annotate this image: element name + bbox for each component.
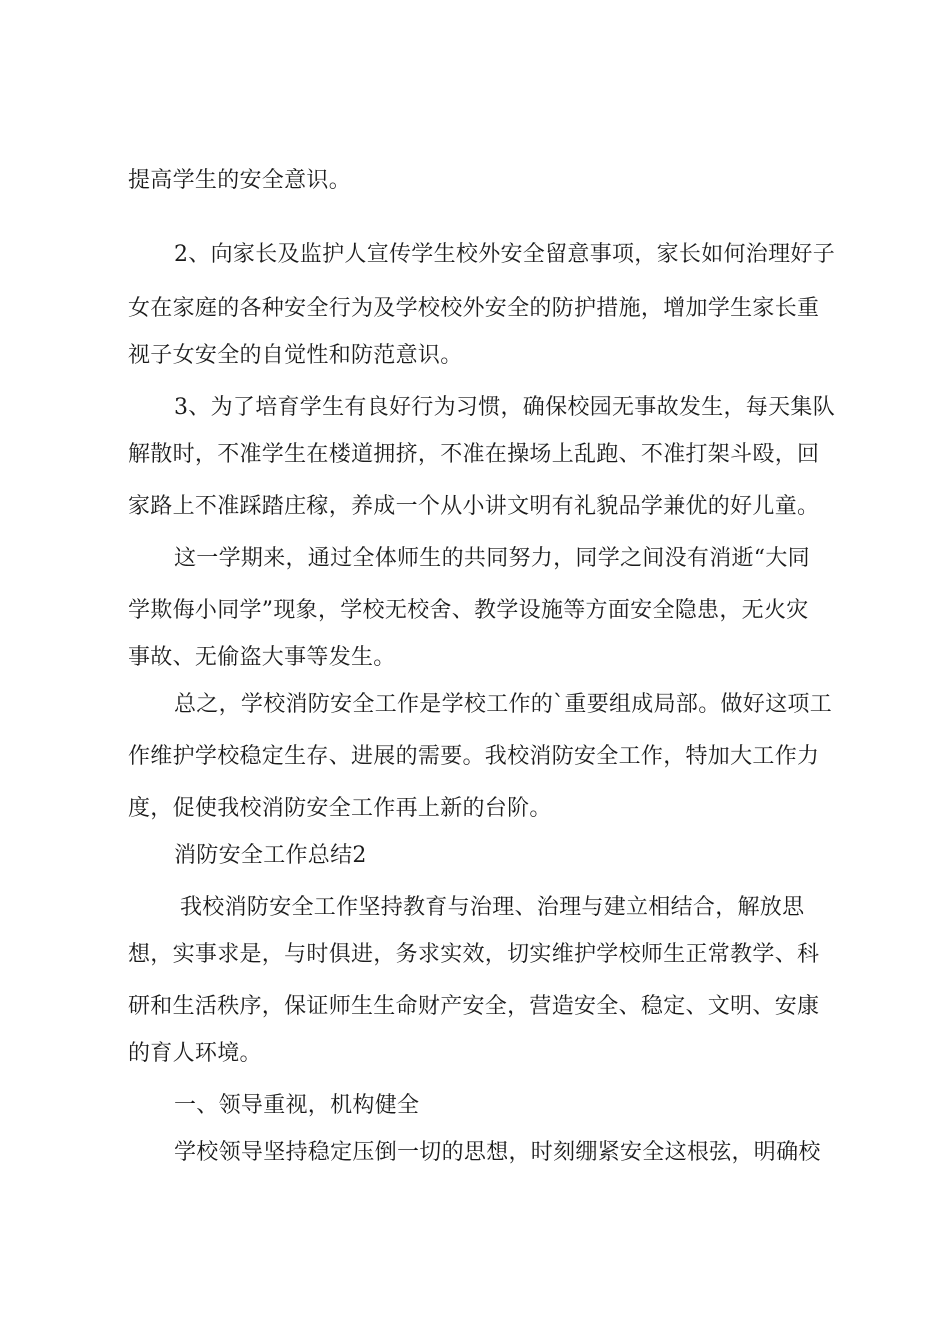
text-line: 提高学生的安全意识。 [128,168,352,193]
text-line: 的育人环境。 [128,1041,262,1066]
text-line: 事故、无偷盗大事等发生。 [128,645,396,670]
text-line: 度，促使我校消防安全工作再上新的台阶。 [128,796,552,821]
text-line: 学欺侮小同学”现象，学校无校舍、教学设施等方面安全隐患，无火灾 [128,598,809,623]
text-line: 女在家庭的各种安全行为及学校校外安全的防护措施，增加学生家长重 [128,296,820,321]
text-line: 这一学期来，通过全体师生的共同努力，同学之间没有消逝“大同 [174,546,810,571]
text-line: 解散时，不准学生在楼道拥挤，不准在操场上乱跑、不准打架斗殴，回 [128,442,820,467]
text-line: 想，实事求是，与时俱进，务求实效，切实维护学校师生正常教学、科 [128,942,820,967]
text-line: 作维护学校稳定生存、进展的需要。我校消防安全工作，特加大工作力 [128,744,820,769]
text-line: 3、为了培育学生有良好行为习惯，确保校园无事故发生，每天集队 [174,395,835,420]
section-heading: 一、领导重视，机构健全 [174,1093,420,1118]
text-line: 总之，学校消防安全工作是学校工作的`重要组成局部。做好这项工 [174,692,833,717]
text-line: 视子女安全的自觉性和防范意识。 [128,343,463,368]
text-line: 研和生活秩序，保证师生生命财产安全，营造安全、稳定、文明、安康 [128,994,820,1019]
text-line: 家路上不准踩踏庄稼，养成一个从小讲文明有礼貌品学兼优的好儿童。 [128,494,820,519]
text-line: 学校领导坚持稳定压倒一切的思想，时刻绷紧安全这根弦，明确校 [174,1140,821,1165]
text-line: 我校消防安全工作坚持教育与治理、治理与建立相结合，解放思 [180,895,805,920]
text-line: 2、向家长及监护人宣传学生校外安全留意事项，家长如何治理好子 [174,242,835,267]
section-heading: 消防安全工作总结2 [174,843,367,868]
